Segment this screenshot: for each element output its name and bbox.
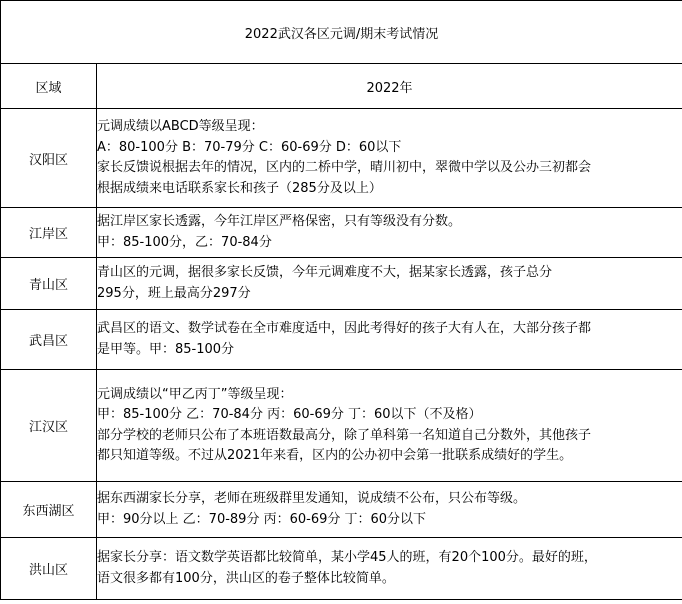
detail-line: 都只知道等级。不过从2021年来看，区内的公办初中会第一批联系成绩好的学生。 [97,448,573,463]
region-name: 东西湖区 [1,482,97,538]
region-details [97,538,682,600]
region-details [97,258,682,310]
detail-line: 语文很多都有100分，洪山区的卷子整体比较简单。 [97,570,395,586]
region-name: 武昌区 [1,310,97,370]
detail-line: 甲：85-100分，乙：70-84分 [97,234,272,250]
detail-line: 元调成绩以ABCD等级呈现： [97,119,264,134]
table-row [1,208,682,258]
region-name: 洪山区 [1,538,97,600]
region-details [97,482,682,538]
detail-line: A：80-100分 B：70-79分 C：60-69分 D：60以下 [97,139,402,155]
detail-line: 甲：85-100分 乙：70-84分 丙：60-69分 丁：60以下（不及格） [97,407,482,422]
detail-line: 武昌区的语文、数学试卷在全市难度适中，因此考得好的孩子大有人在，大部分孩子都 [97,321,592,336]
year-column-header: 2022年 [97,64,682,109]
region-name: 汉阳区 [1,109,97,208]
detail-line: 青山区的元调，据很多家长反馈，今年元调难度不大，据某家长透露，孩子总分 [97,265,553,280]
region-details [97,208,682,258]
detail-line: 甲：90分以上 乙：70-89分 丙：60-69分 丁：60分以下 [97,511,427,527]
table-row [1,109,682,208]
table-row [1,370,682,482]
detail-line: 据东西湖家长分享，老师在班级群里发通知，说成绩不公布，只公布等级。 [97,491,527,506]
table-row [1,258,682,310]
region-column-header: 区域 [1,64,97,109]
detail-line: 据江岸区家长透露，今年江岸区严格保密，只有等级没有分数。 [97,214,462,229]
header-row [1,64,682,109]
title-row [1,1,682,64]
region-name: 江岸区 [1,208,97,258]
region-details [97,109,682,208]
detail-line: 根据成绩来电话联系家长和孩子（285分及以上） [97,180,382,196]
table-row [1,538,682,600]
detail-line: 部分学校的老师只公布了本班语数最高分，除了单科第一名知道自己分数外，其他孩子 [97,427,592,443]
region-name: 青山区 [1,258,97,310]
detail-line: 295分，班上最高分297分 [97,285,251,301]
detail-line: 元调成绩以“甲乙丙丁”等级呈现： [97,386,293,402]
table-title: 2022武汉各区元调/期末考试情况 [1,1,682,64]
table-row [1,310,682,370]
region-details [97,310,682,370]
detail-line: 据家长分享：语文数学英语都比较简单，某小学45人的班，有20个100分。最好的班， [97,550,597,565]
region-name: 江汉区 [1,370,97,482]
table-row [1,482,682,538]
detail-line: 是甲等。甲：85-100分 [97,341,235,357]
detail-line: 家长反馈说根据去年的情况，区内的二桥中学，晴川初中，翠微中学以及公办三初都会 [97,160,592,175]
region-details [97,370,682,482]
